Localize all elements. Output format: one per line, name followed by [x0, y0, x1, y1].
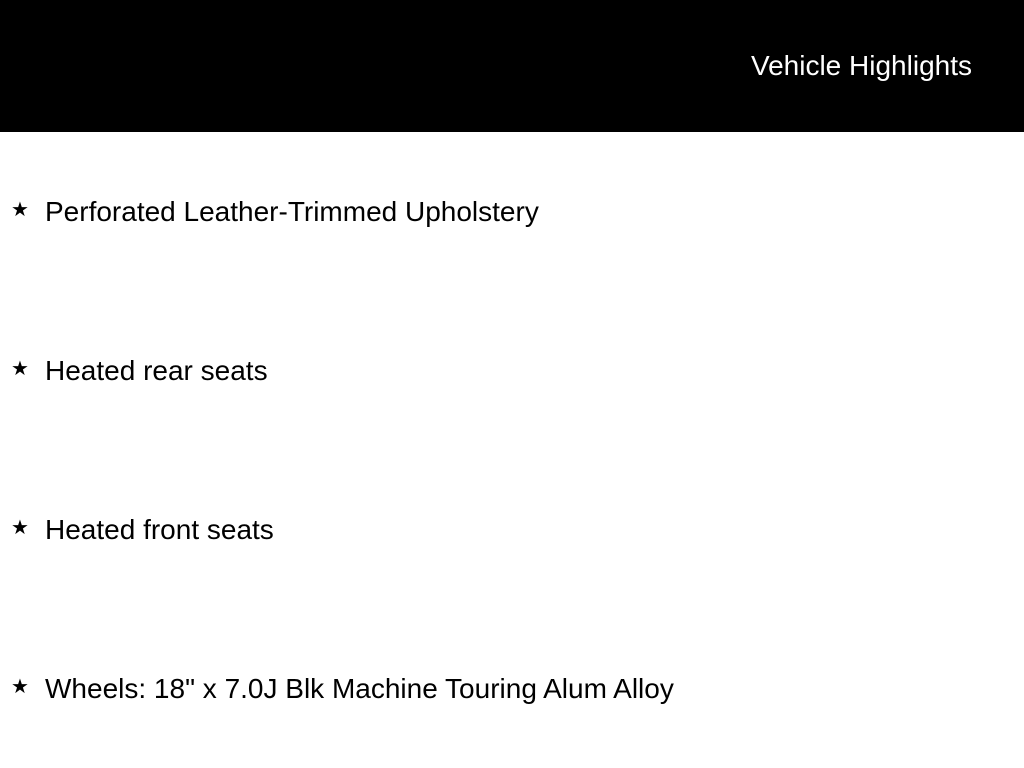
header-bar [0, 0, 1024, 132]
list-item [0, 513, 1024, 553]
highlight-label: Wheels: 18" x 7.0J Blk Machine Touring Alum Alloy [45, 673, 674, 704]
highlight-label: Heated front seats [45, 514, 274, 545]
star-icon: ★ [11, 515, 29, 539]
list-item [0, 354, 1024, 394]
star-icon: ★ [11, 356, 29, 380]
list-item [0, 195, 1024, 235]
star-icon: ★ [11, 197, 29, 221]
list-item [0, 672, 1024, 712]
highlight-label: Perforated Leather-Trimmed Upholstery [45, 196, 539, 227]
star-icon: ★ [11, 674, 29, 698]
highlight-label: Heated rear seats [45, 355, 268, 386]
page-title: Vehicle Highlights [750, 50, 972, 81]
